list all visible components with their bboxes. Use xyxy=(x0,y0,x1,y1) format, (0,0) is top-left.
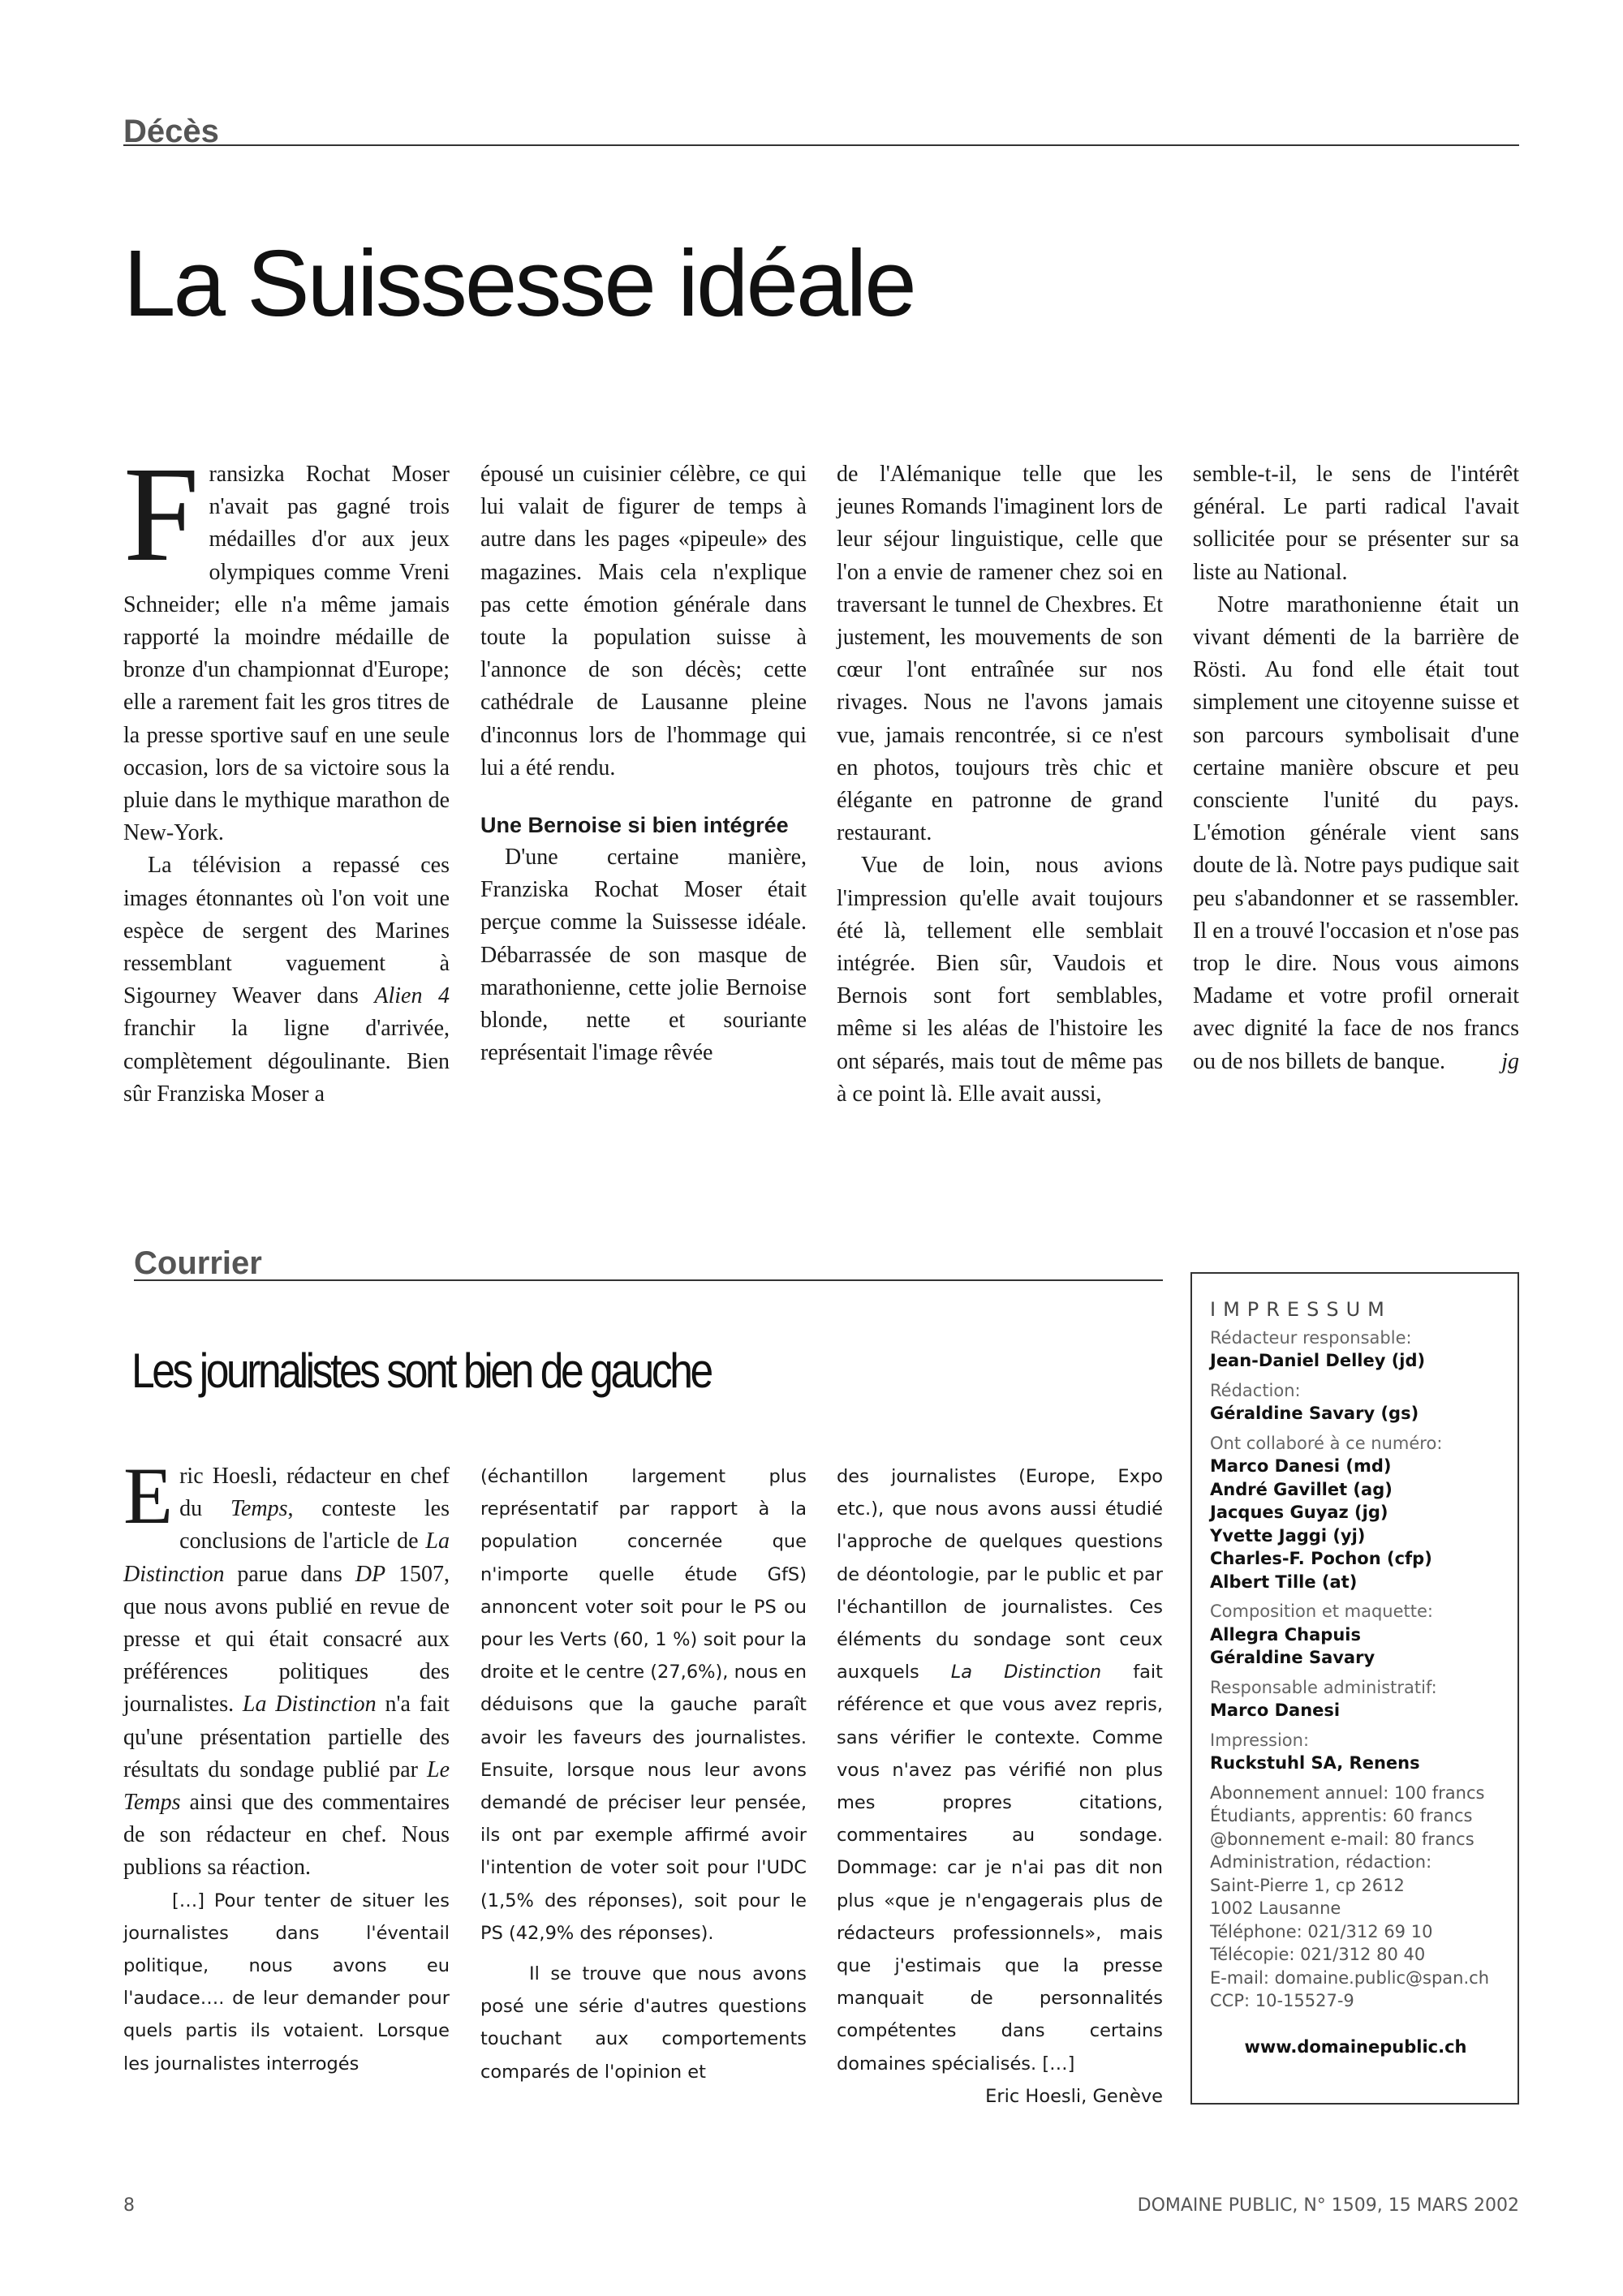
impressum-value: Géraldine Savary xyxy=(1210,1648,1375,1667)
letter-column-2 xyxy=(480,1460,807,2088)
contributor: Yvette Jaggi (yj) xyxy=(1210,1525,1366,1546)
impressum-title: IMPRESSUM xyxy=(1210,1298,1392,1321)
impressum-label: Impression: xyxy=(1210,1730,1310,1750)
impressum-box xyxy=(1190,1272,1519,2105)
paragraph: de l'Alémanique telle que les jeunes Romands l'imaginent lors de leur séjour linguistique, celle que l'on a envie de ramener chez soi en traversant le tunnel de Chexbres. Et justement, les mouvements de son cœur l'ont entraînée sur nos rivages. Nous ne l'avons jamais vue, jamais rencontrée, si ce n'est en photos, toujours très chic et élégante en patronne de grand restaurant. xyxy=(837,462,1163,846)
impressum-value: Géraldine Savary (gs) xyxy=(1210,1404,1419,1423)
issue-info: DOMAINE PUBLIC, N° 1509, 15 MARS 2002 xyxy=(1137,2195,1519,2216)
contributor: Jacques Guyaz (jg) xyxy=(1210,1503,1388,1522)
impressum-value: Ruckstuhl SA, Renens xyxy=(1210,1753,1420,1773)
letter-column-1 xyxy=(123,1451,450,2080)
contributor: Albert Tille (at) xyxy=(1210,1572,1358,1592)
article-column-2 xyxy=(480,458,807,1069)
article-column-3 xyxy=(837,458,1163,1111)
impressum-label: Ont collaboré à ce numéro: xyxy=(1210,1433,1443,1453)
author-signature: jg xyxy=(1501,1048,1519,1074)
paragraph: […] Pour tenter de situer les journalistes dans l'éventail politique, nous avons eu l'audace…. de leur demander pour quels partis ils votaient. Lorsque les journalistes interrogés xyxy=(123,1890,450,2075)
paragraph: Eric Hoesli, rédacteur en chef du Temps, conteste les conclusions de l'article de La Distinction parue dans DP 1507, que nous avons publié en revue de presse et qui était consacré aux préférences politiques des journalistes. La Distinction n'a fait qu'une présentation partielle des résultats du sondage publié par Le Temps ainsi que des commentaires de son rédacteur en chef. Nous publions sa réaction. xyxy=(123,1451,450,1881)
impressum-value: Allegra Chapuis xyxy=(1210,1624,1361,1645)
paragraph: des journalistes (Europe, Expo etc.), que nous avons aussi étudié l'approche de quelques questions de déontologie, par le public et par l'échantillon de journalistes. Ces éléments du sondage sont ceux auxquels La Distinction fait référence et que vous avez repris, sans vérifier le contexte. Comme vous n'avez pas vérifié non plus mes propres citations, commentaires au sondage. Dommage: car je n'ai pas dit non plus «que je n'engagerais plus de rédacteurs professionnels», mais que j'estimais que la presse manquait de personnalités compétentes dans certains domaines spécialisés. […] xyxy=(837,1466,1164,2075)
impressum-label: Responsable administratif: xyxy=(1210,1677,1437,1697)
letter-column-3 xyxy=(837,1460,1163,2113)
contributor: Marco Danesi (md) xyxy=(1210,1456,1392,1476)
drop-cap: E xyxy=(123,1451,174,1541)
section-header-courrier xyxy=(134,1245,1163,1281)
impressum-value: Jean-Daniel Delley (jd) xyxy=(1210,1351,1426,1370)
paragraph: D'une certaine manière, Franziska Rochat Moser était perçue comme la Suissesse idéale. Débarrassée de son masque de marathonienne, cette jolie Bernoise blonde, nette et souriante représentait l'image rêvée xyxy=(480,845,807,1066)
section-label: Décès xyxy=(123,114,219,149)
impressum-info: Saint-Pierre 1, cp 2612 xyxy=(1210,1875,1405,1895)
paragraph: semble-t-il, le sens de l'intérêt général. Le parti radical l'avait sollicitée pour se présenter sur sa liste au National. xyxy=(1193,462,1519,585)
impressum-info: Abonnement annuel: 100 francs xyxy=(1210,1782,1485,1803)
impressum-label: Composition et maquette: xyxy=(1210,1602,1433,1621)
impressum-info: E-mail: domaine.public@span.ch xyxy=(1210,1967,1489,1988)
article-title: La Suissesse idéale xyxy=(123,230,915,336)
paragraph: Il se trouve que nous avons posé une série d'autres questions touchant aux comportements comparés de l'opinion et xyxy=(480,1963,807,2083)
letter-title: Les journalistes sont bien de gauche xyxy=(131,1344,711,1398)
paragraph: La télévision a repassé ces images étonnantes où l'on voit une espèce de sergent des Marines ressemblant vaguement à Sigourney Weaver dans Alien 4 franchir la ligne d'arrivée, complètement dégoulinante. Bien sûr Franziska Moser a xyxy=(123,853,450,1107)
impressum-info: CCP: 10-15527-9 xyxy=(1210,1991,1354,2010)
section-label: Courrier xyxy=(134,1245,262,1281)
impressum-value: Marco Danesi xyxy=(1210,1701,1341,1720)
impressum-info: Télécopie: 021/312 80 40 xyxy=(1210,1945,1426,1964)
website-link[interactable]: www.domainepublic.ch xyxy=(1244,2036,1467,2057)
article-column-1 xyxy=(123,439,450,1111)
contributor: André Gavillet (ag) xyxy=(1210,1479,1393,1499)
contributor: Charles-F. Pochon (cfp) xyxy=(1210,1549,1432,1568)
paragraph: Notre marathonienne était un vivant démenti de la barrière de Rösti. Au fond elle était tout simplement une citoyenne suisse et son parcours symbolisait d'une certaine manière obscure et peu consciente l'unité du pays. L'émotion générale vient sans doute de là. Notre pays pudique sait peu s'abandonner et se rassembler. Il en a trouvé l'occasion et n'ose pas trop le dire. Nous vous aimons Madame et votre profil ornerait avec dignité la face de nos francs ou de nos billets de banque. xyxy=(1193,591,1520,1074)
impressum-info: Étudiants, apprentis: 60 francs xyxy=(1210,1806,1473,1825)
subheading: Une Bernoise si bien intégrée xyxy=(480,813,789,838)
paragraph: Vue de loin, nous avions l'impression qu'elle avait toujours été là, tellement elle semblait intégrée. Bien sûr, Vaudois et Bernois sont fort semblables, même si les aléas de l'histoire les ont séparés, mais tout de même pas à ce point là. Elle avait aussi, xyxy=(837,853,1163,1107)
impressum-label: Rédaction: xyxy=(1210,1380,1301,1400)
impressum-info: Administration, rédaction: xyxy=(1210,1852,1432,1872)
paragraph: (échantillon largement plus représentatif par rapport à la population concernée que n'importe quelle étude GfS) annoncent voter soit pour le PS ou pour les Verts (60, 1 %) soit pour la droite et le centre (27,6%), nous en déduisons que la gauche paraît avoir les faveurs des journalistes. Ensuite, lorsque nous leur avons demandé de préciser leur pensée, ils ont par exemple affirmé avoir l'intention de voter soit pour l'UDC (1,5% des réponses), soit pour le PS (42,9% des réponses). xyxy=(480,1466,807,1944)
article-column-4 xyxy=(1193,458,1519,1078)
page-number: 8 xyxy=(123,2195,135,2216)
letter-signature: Eric Hoesli, Genève xyxy=(985,2085,1163,2107)
impressum-info: Téléphone: 021/312 69 10 xyxy=(1210,1921,1433,1941)
paragraph: épousé un cuisinier célèbre, ce qui lui valait de figurer de temps à autre dans les pages «pipeule» des magazines. Mais cela n'explique pas cette émotion générale dans toute la population suisse à l'annonce de son décès; cette cathédrale de Lausanne pleine d'inconnus lors de l'hommage qui lui a été rendu. xyxy=(480,462,807,780)
drop-cap: F xyxy=(123,439,200,590)
impressum-label: Rédacteur responsable: xyxy=(1210,1327,1412,1348)
impressum-info: 1002 Lausanne xyxy=(1210,1898,1341,1918)
paragraph: Fransizka Rochat Moser n'avait pas gagné trois médailles d'or aux jeux olympiques comme Vreni Schneider; elle n'a même jamais rapporté la moindre médaille de bronze d'un championnat d'Europe; elle a rarement fait les gros titres de la presse sportive sauf en une seule occasion, lors de sa victoire sous la pluie dans le mythique marathon de New-York. xyxy=(123,439,450,846)
section-header-deces xyxy=(123,114,1519,149)
impressum-info: @bonnement e-mail: 80 francs xyxy=(1210,1829,1474,1849)
